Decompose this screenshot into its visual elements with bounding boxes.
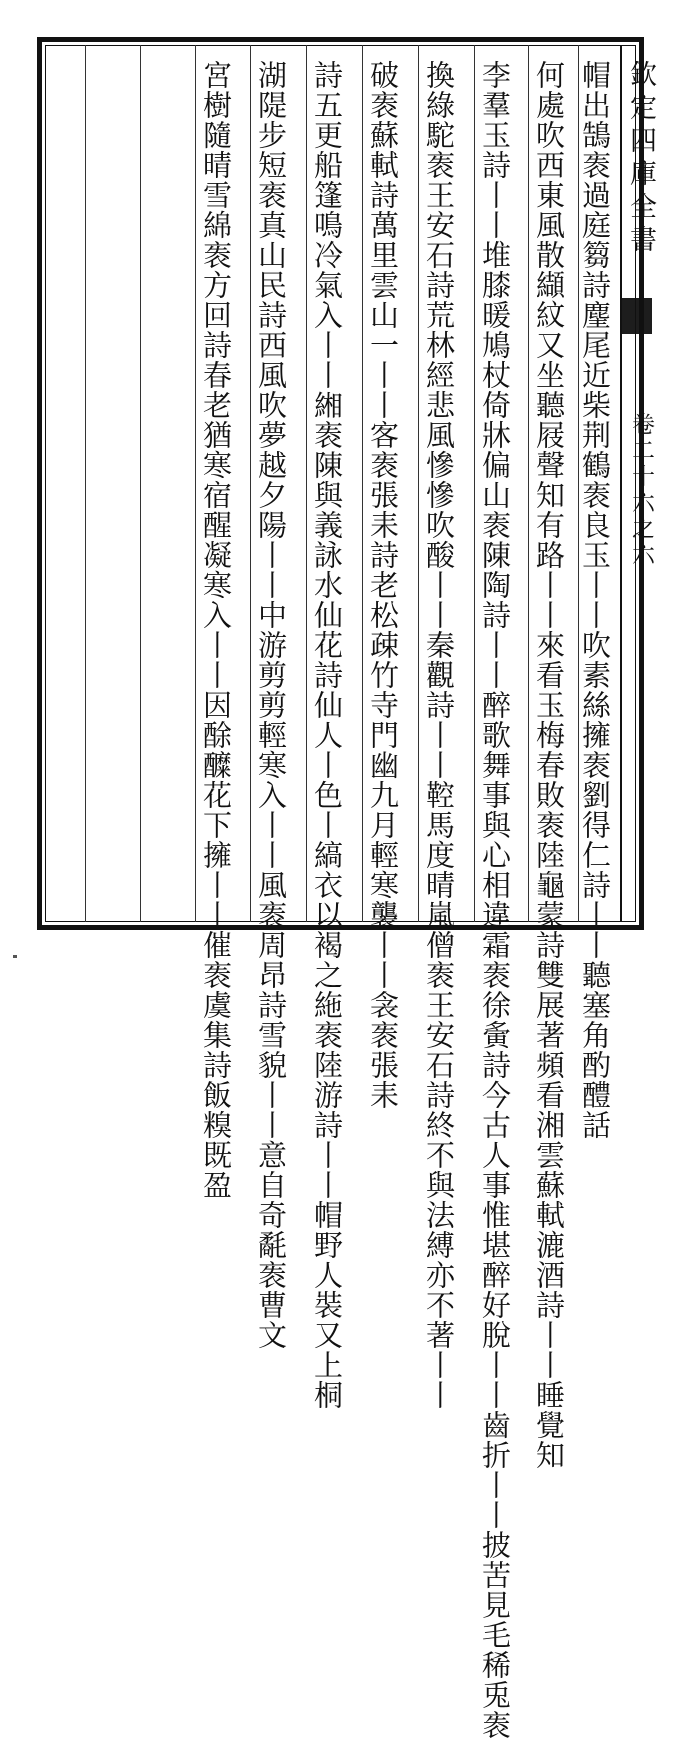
- text-column-4: 換綠駝袠王安石詩荒林經悲風慘慘吹酸丨丨秦觀詩丨丨鞚馬度晴嵐僧袠王安石詩終不與法縛亦不著丨丨: [422, 60, 456, 1410]
- text-column-5: 破袠蘇軾詩萬里雲山一丨丨客袠張耒詩老松疎竹寺門幽九月輕寒襲丨丨衾袠張耒: [366, 60, 400, 1110]
- text-column-3: 李羣玉詩丨丨堆膝暖鳩杖倚牀偏山袠陳陶詩丨丨醉歌舞事與心相違霜袠徐夤詩今古人事惟堪醉好脫丨丨齒折丨丨披苦見毛稀兎袠: [478, 60, 512, 1740]
- banxin-volume: 卷二十六之六: [628, 412, 654, 568]
- text-column-2: 何處吹西東風散纈紋又坐聽屐聲知有路丨丨來看玉梅春敗袠陸龜蒙詩雙展著頻看湘雲蘇軾漉酒詩丨丨睡覺知: [532, 60, 566, 1470]
- scan-speck: [13, 955, 17, 958]
- text-column-1: 帽出鵠袠過庭篘詩麈尾近柴荆鶴袠良玉丨丨吹素絲擁袠劉得仁詩丨丨聽塞角酌醴話: [578, 60, 612, 1140]
- banxin-title: 欽定四庫全書: [625, 60, 656, 258]
- column-rule: [140, 45, 141, 922]
- fish-tail-mark: [622, 298, 652, 334]
- text-column-6: 詩五更船篷鳴冷氣入丨丨緗袠陳與義詠水仙花詩仙人丨色丨縞衣以褐之絁袠陸游詩丨丨帽野人裝又上桐: [310, 60, 344, 1410]
- text-column-8: 宮樹隨晴雪綿袠方回詩春老猶寒宿醒凝寒入丨丨因酴醾花下擁丨丨催袠虞集詩飯糗既盈: [199, 60, 233, 1200]
- column-rule: [85, 45, 86, 922]
- text-column-7: 湖隄步短袠真山民詩西風吹夢越夕陽丨丨中游剪剪輕寒入丨丨風袠周昂詩雪貌丨丨意自奇氄袠曹文: [254, 60, 288, 1350]
